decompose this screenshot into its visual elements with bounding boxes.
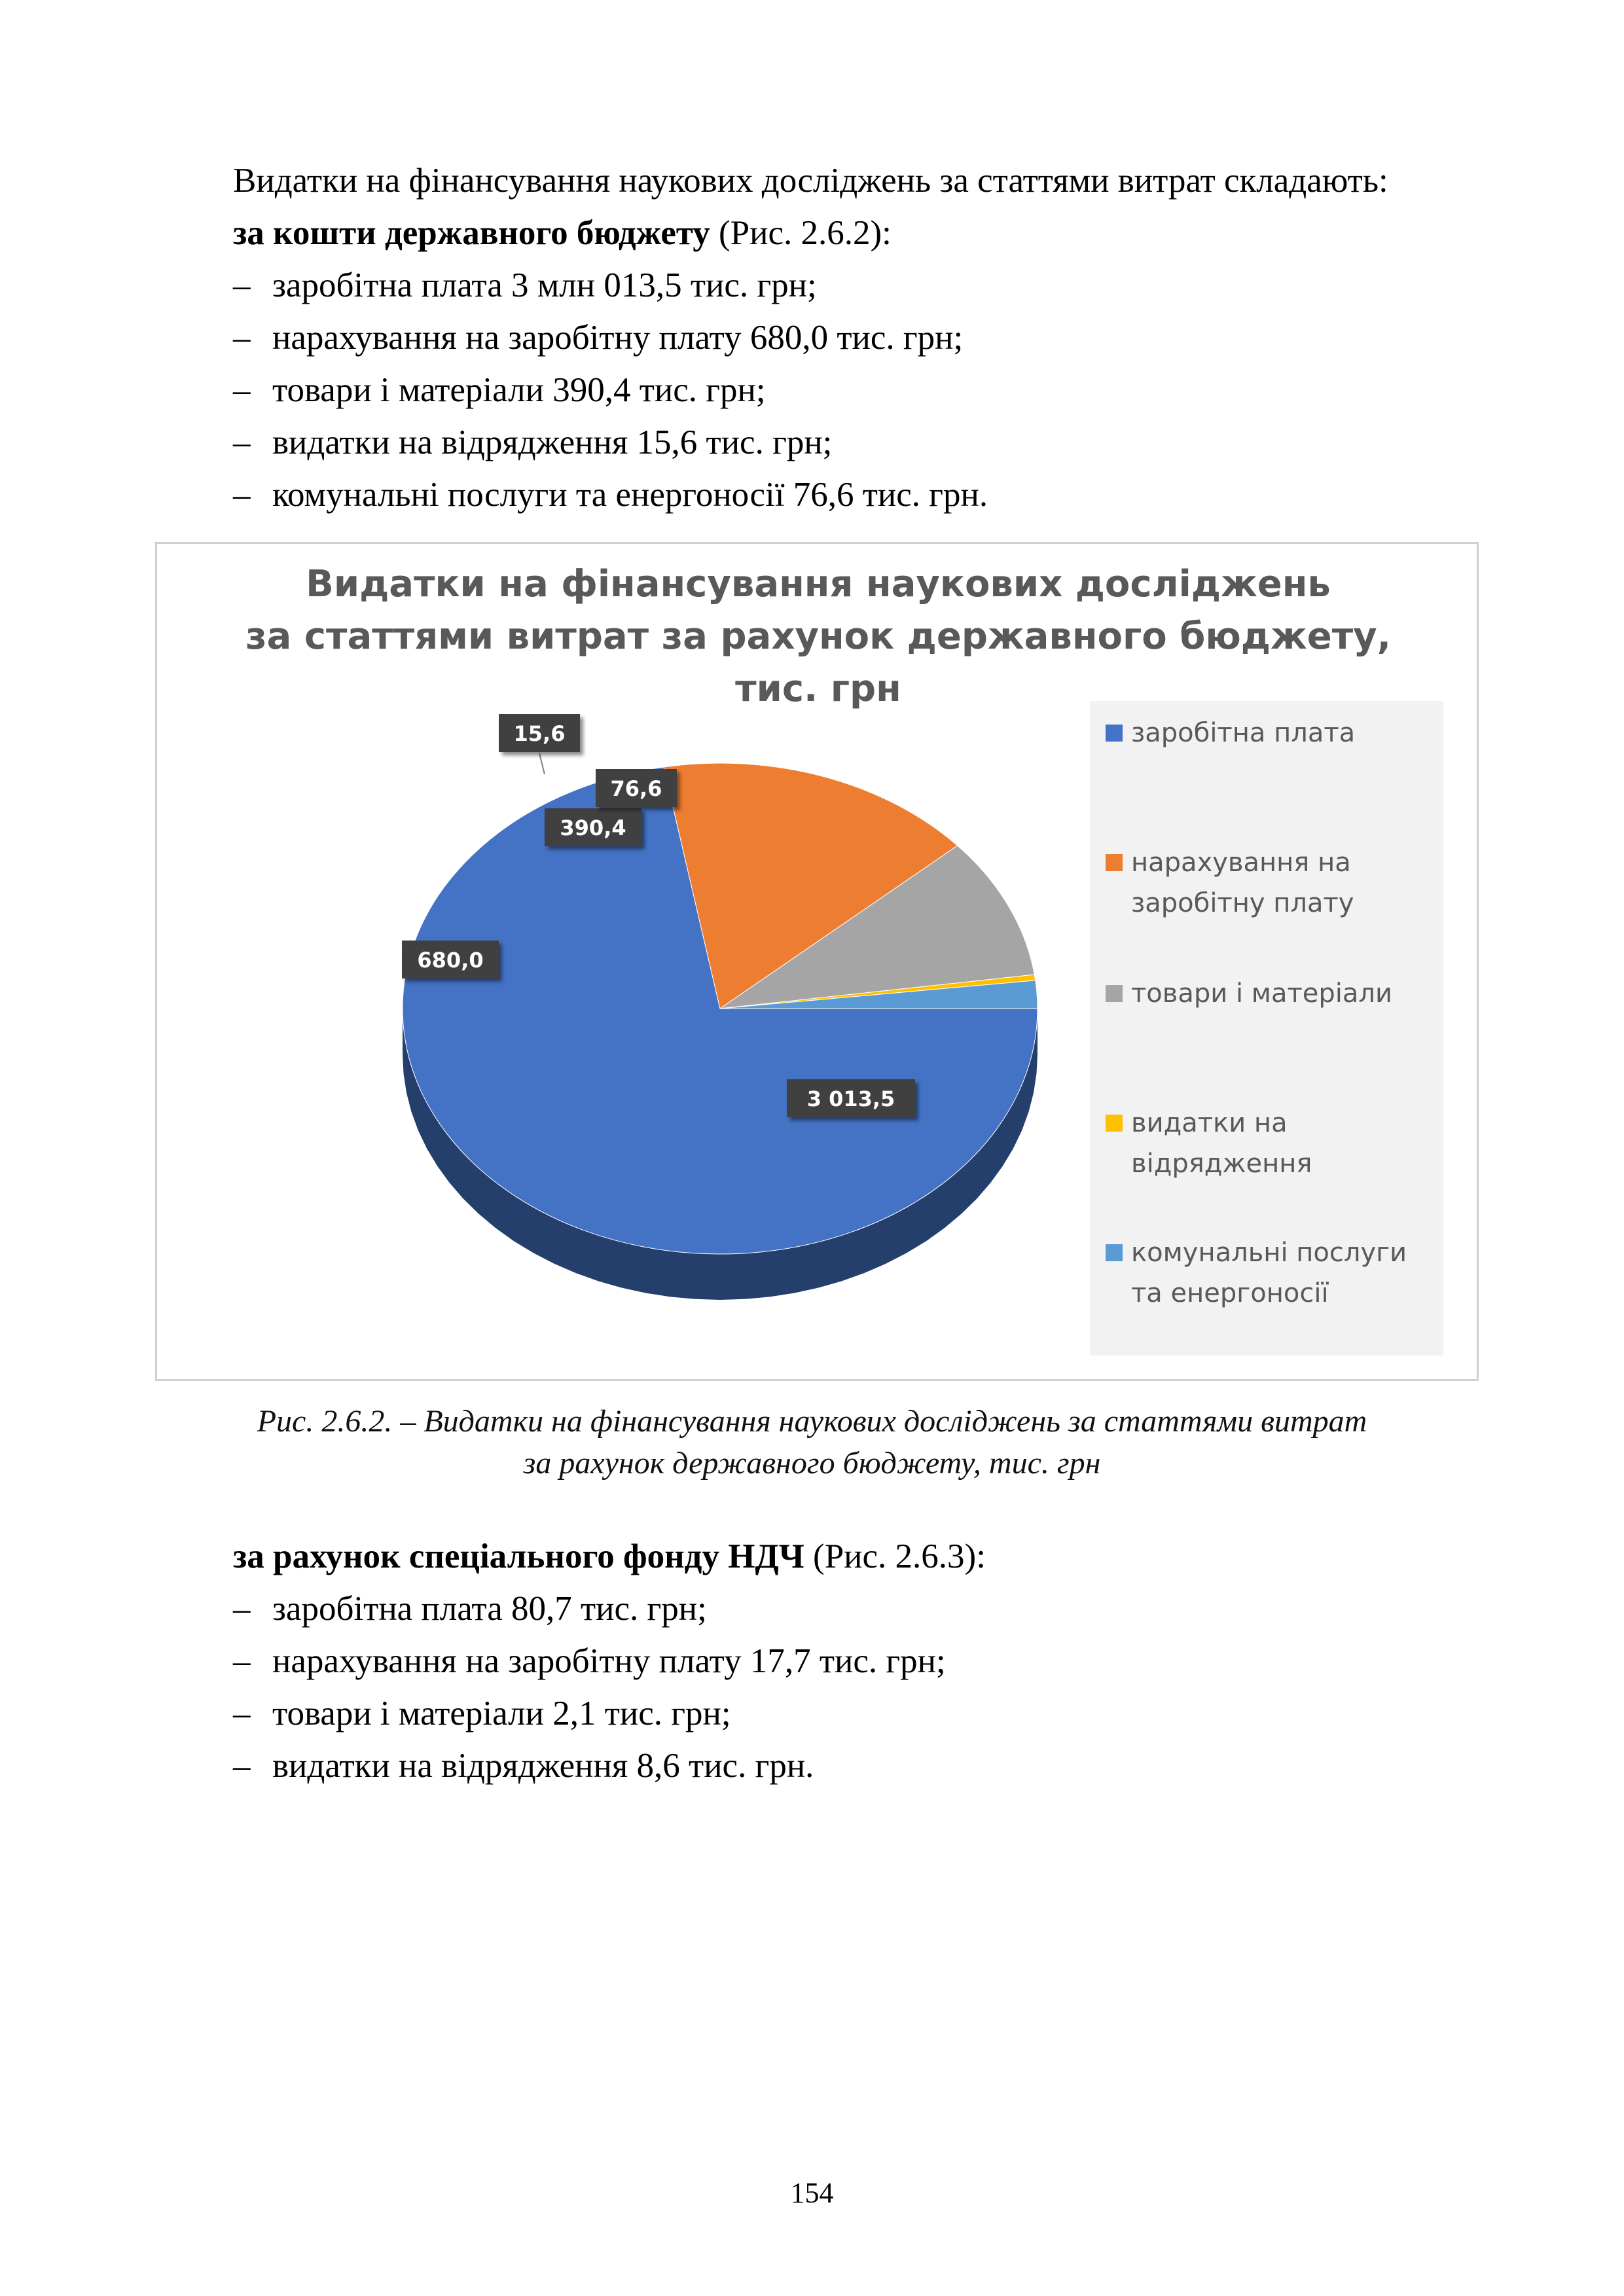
list-dash: – <box>233 266 251 304</box>
list-item <box>233 1635 946 1687</box>
list-dash: – <box>233 423 251 461</box>
list-item-text: заробітна плата 3 млн 013,5 тис. грн; <box>272 266 817 304</box>
page-number: 154 <box>790 2177 834 2209</box>
list-item <box>233 469 988 521</box>
figure-caption-line-1: Рис. 2.6.2. – Видатки на фінансування наукових досліджень за статтями витрат <box>257 1404 1367 1439</box>
list-item-text: видатки на відрядження 15,6 тис. грн; <box>272 423 833 461</box>
list-item <box>233 416 832 469</box>
list-item <box>233 364 766 416</box>
list-dash: – <box>233 371 251 409</box>
chart-title-line: за статтями витрат за рахунок державного бюджету, <box>245 615 1391 658</box>
state-budget-bold: за кошти державного бюджету <box>233 214 710 252</box>
legend-label: товари і матеріали <box>1131 978 1392 1009</box>
legend-label: комунальні послуги <box>1131 1238 1407 1268</box>
data-label-3 <box>545 808 641 846</box>
legend-swatch <box>1106 1244 1123 1261</box>
data-label-text: 680,0 <box>417 948 484 973</box>
legend-swatch <box>1106 725 1123 742</box>
list-item-text: нарахування на заробітну плату 680,0 тис. грн; <box>272 319 964 357</box>
list-item <box>233 259 817 312</box>
list-item-text: нарахування на заробітну плату 17,7 тис. грн; <box>272 1642 946 1680</box>
chart-title-line: Видатки на фінансування наукових досліджень <box>306 563 1331 605</box>
state-budget-heading <box>233 207 892 259</box>
list-dash: – <box>233 1747 251 1785</box>
legend-swatch <box>1106 985 1123 1002</box>
chart-title-line: тис. грн <box>735 668 901 710</box>
chart-frame <box>155 542 1479 1381</box>
list-item <box>233 312 963 364</box>
data-label-1 <box>787 1079 915 1117</box>
list-dash: – <box>233 476 251 514</box>
data-label-text: 15,6 <box>513 721 566 746</box>
list-dash: – <box>233 1695 251 1732</box>
list-dash: – <box>233 319 251 357</box>
legend-swatch <box>1106 854 1123 871</box>
list-item <box>233 1740 814 1792</box>
data-label-4 <box>499 714 580 752</box>
legend-item-3 <box>1106 978 1392 1009</box>
legend-swatch <box>1106 1115 1123 1132</box>
special-fund-heading <box>233 1530 986 1583</box>
pie-chart <box>157 544 1477 1379</box>
data-label-5 <box>596 769 677 807</box>
intro-line: Видатки на фінансування наукових досліджень за статтями витрат складають: <box>233 162 1388 200</box>
special-fund-bold: за рахунок спеціального фонду НДЧ <box>233 1537 804 1575</box>
list-item-text: заробітна плата 80,7 тис. грн; <box>272 1590 707 1628</box>
legend-label: нарахування на <box>1131 848 1351 878</box>
state-budget-ref: (Рис. 2.6.2): <box>710 214 892 252</box>
legend-label: видатки на <box>1131 1108 1288 1138</box>
legend-label: заробітну плату <box>1131 888 1354 918</box>
legend-item-1 <box>1106 718 1355 748</box>
list-dash: – <box>233 1590 251 1628</box>
list-item <box>233 1687 731 1740</box>
list-item-text: видатки на відрядження 8,6 тис. грн. <box>272 1747 814 1785</box>
data-label-text: 390,4 <box>560 816 626 840</box>
figure-caption-line-2: за рахунок державного бюджету, тис. грн <box>523 1446 1101 1480</box>
data-label-text: 3 013,5 <box>806 1086 895 1111</box>
leader-line <box>539 753 545 774</box>
list-item <box>233 1583 707 1635</box>
special-fund-ref: (Рис. 2.6.3): <box>804 1537 986 1575</box>
list-dash: – <box>233 1642 251 1680</box>
data-label-2 <box>402 941 499 978</box>
legend-label: відрядження <box>1131 1149 1312 1179</box>
data-label-text: 76,6 <box>610 776 662 801</box>
legend-label: заробітна плата <box>1131 718 1356 748</box>
list-item-text: товари і матеріали 2,1 тис. грн; <box>272 1695 731 1732</box>
list-item-text: товари і матеріали 390,4 тис. грн; <box>272 371 766 409</box>
list-item-text: комунальні послуги та енергоносії 76,6 тис. грн. <box>272 476 988 514</box>
legend-label: та енергоносії <box>1131 1278 1329 1308</box>
